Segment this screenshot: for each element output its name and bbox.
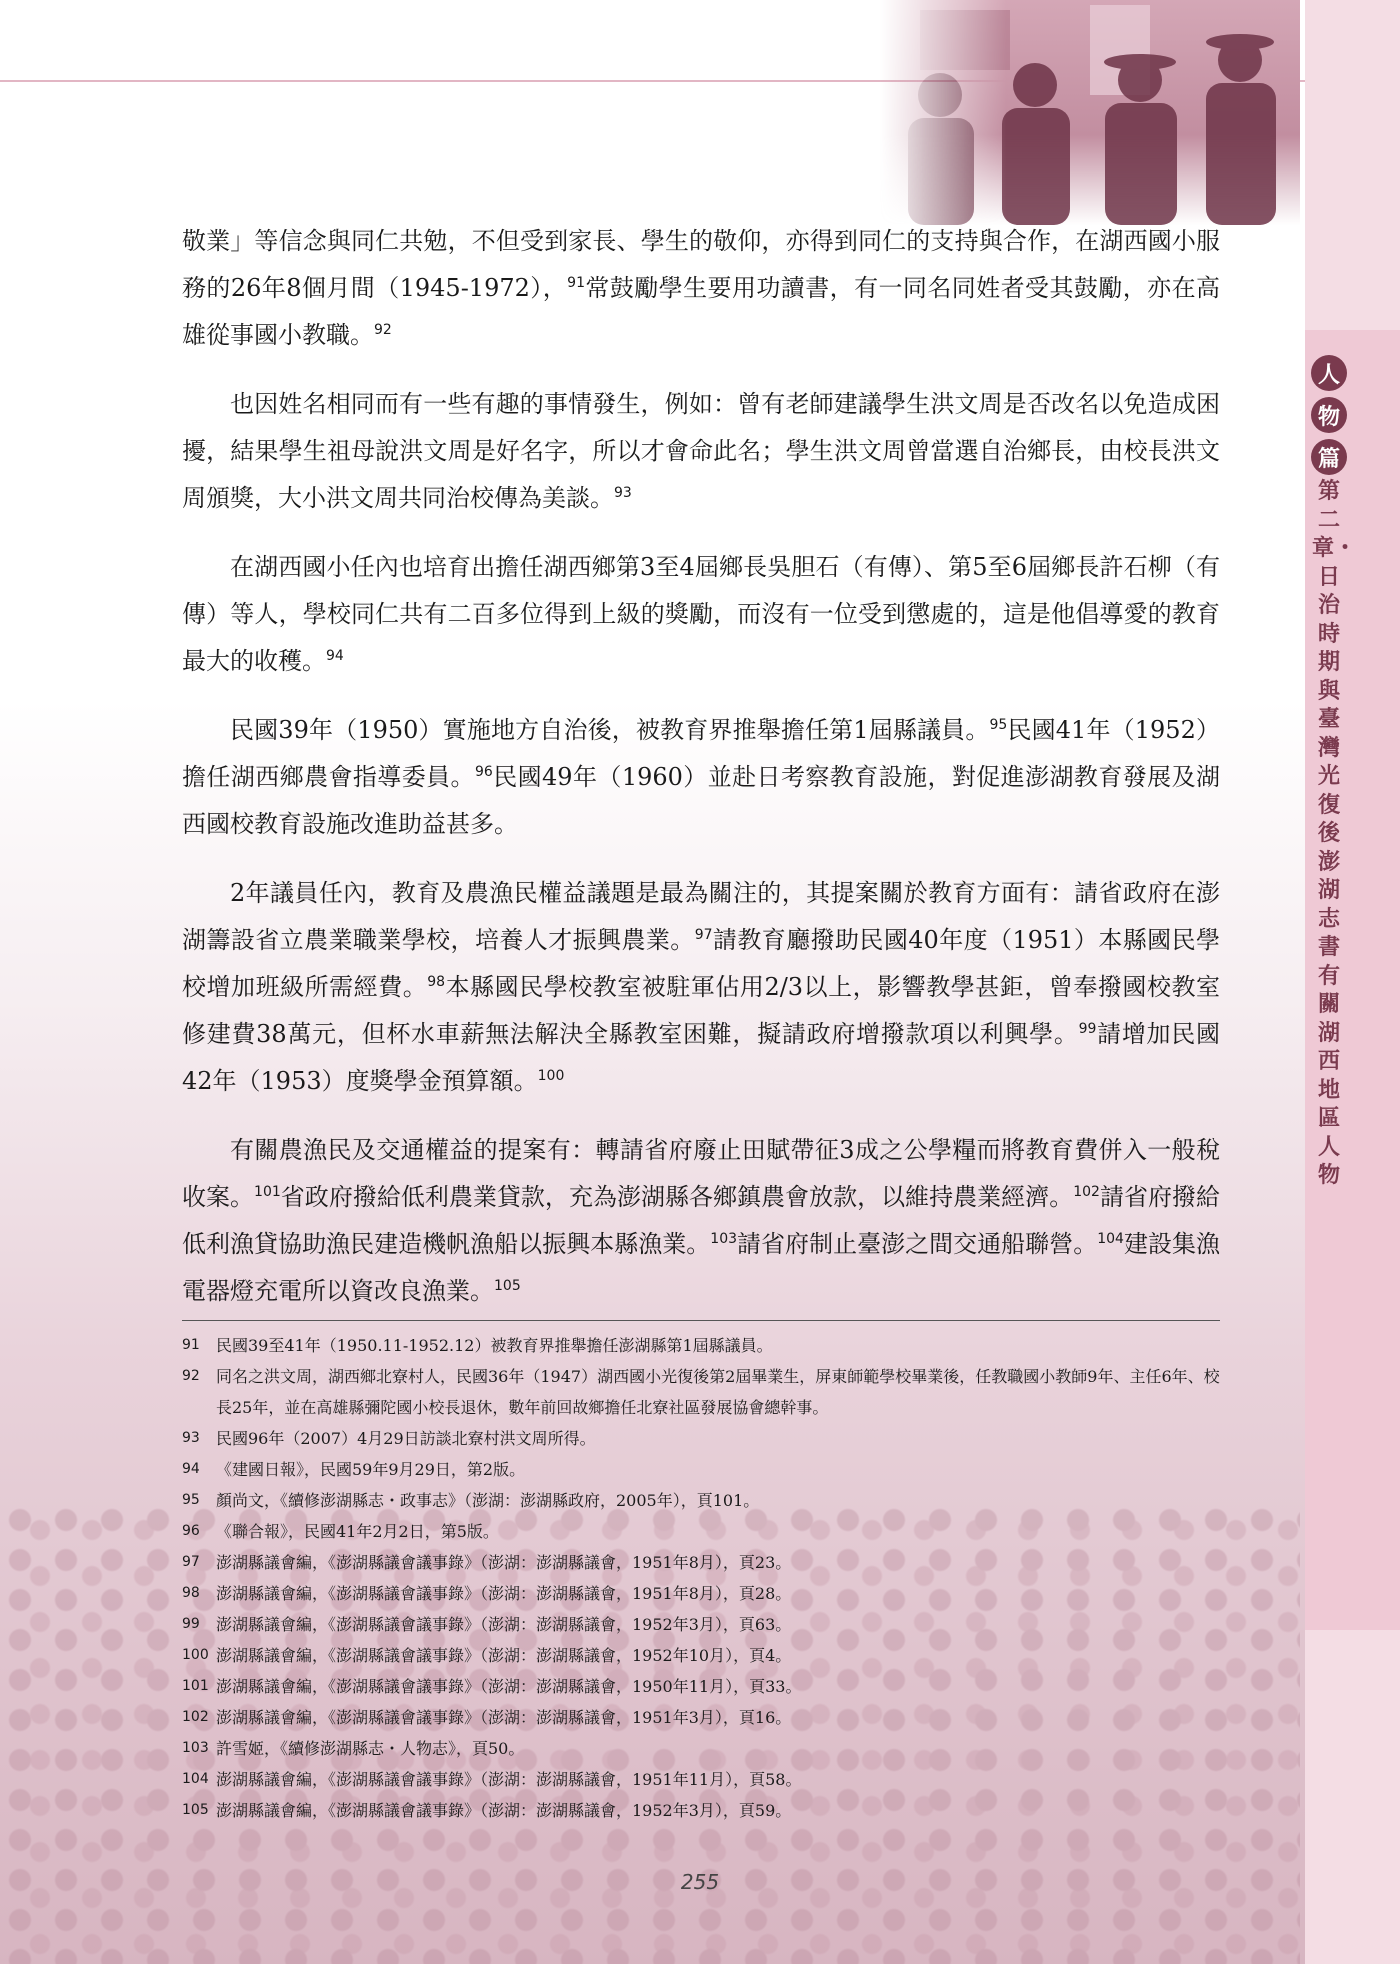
footnote-ref[interactable]: 94 <box>326 648 344 664</box>
footnote: 103 許雪姬，《續修澎湖縣志・人物志》，頁50。 <box>182 1739 525 1758</box>
footnote-ref[interactable]: 104 <box>1097 1231 1124 1247</box>
footnote-ref[interactable]: 101 <box>254 1184 281 1200</box>
chapter-title-vertical: 第二章・日治時期與臺灣光復後澎湖志書有關湖西地區人物 <box>1312 479 1357 1188</box>
footnote-ref[interactable]: 92 <box>374 322 392 338</box>
footnote-ref[interactable]: 105 <box>494 1278 521 1294</box>
footnote: 104 澎湖縣議會編，《澎湖縣議會議事錄》（澎湖：澎湖縣議會，1951年11月），頁58。 <box>182 1770 802 1789</box>
paragraph: 2年議員任內，教育及農漁民權益議題是最為關注的，其提案關於教育方面有：請省政府在澎湖籌設省立農業職業學校，培養人才振興農業。$^{97}$請教育廳撥助民國40年度（1951）本縣國民學校增加班級所需經費。$^{98}$本縣國民學校教室被駐軍佔用2/3以上，影響教學甚鉅，曾奉撥國校教室修建費38萬元，但杯水車薪無法解決全縣教室困難，擬請政府增撥款項以利興學。$^{99}$請增加民國42年（1953）度獎學金預算額。$^{100}$ <box>182 879 1221 1095</box>
paragraph: 敬業」等信念與同仁共勉，不但受到家長、學生的敬仰，亦得到同仁的支持與合作，在湖西國小服務的26年8個月間（1945-1972），$^{91}$常鼓勵學生要用功讀書，有一同名同姓者受其鼓勵，亦在高雄從事國小教職。$^{92}$ <box>182 227 1220 349</box>
footnote: 91 民國39至41年（1950.11-1952.12）被教育界推舉擔任澎湖縣第1屆縣議員。 <box>182 1336 773 1355</box>
paragraph: 也因姓名相同而有一些有趣的事情發生，例如：曾有老師建議學生洪文周是否改名以免造成困擾，結果學生祖母說洪文周是好名字，所以才會命此名；學生洪文周曾當選自治鄉長，由校長洪文周頒獎，大小洪文周共同治校傳為美談。$^{93}$ <box>182 390 1220 512</box>
footnote: 93 民國96年（2007）4月29日訪談北寮村洪文周所得。 <box>182 1429 596 1448</box>
footnote-ref[interactable]: 98 <box>427 974 446 990</box>
footnote-ref[interactable]: 99 <box>1078 1021 1097 1037</box>
paragraph: 在湖西國小任內也培育出擔任湖西鄉第3至4屆鄉長吳胆石（有傳）、第5至6屆鄉長許石柳（有傳）等人，學校同仁共有二百多位得到上級的獎勵，而沒有一位受到懲處的，這是他倡導愛的教育最大的收穫。$^{94}$ <box>182 553 1220 675</box>
footnotes <box>182 1330 1220 1826</box>
section-badge <box>1310 355 1348 475</box>
footnote-ref[interactable]: 93 <box>614 485 632 501</box>
header-photo-elders <box>880 0 1300 225</box>
footnote: 100 澎湖縣議會編，《澎湖縣議會議事錄》（澎湖：澎湖縣議會，1952年10月），頁4。 <box>182 1646 792 1665</box>
footnote-ref[interactable]: 97 <box>694 927 713 943</box>
footnote: 94 《建國日報》，民國59年9月29日，第2版。 <box>182 1460 526 1479</box>
page-number: 255 <box>680 1870 720 1894</box>
footnote-divider <box>182 1320 1220 1321</box>
badge-char: 篇 <box>1311 439 1347 475</box>
footnote: 96 《聯合報》，民國41年2月2日，第5版。 <box>182 1522 499 1541</box>
badge-char: 物 <box>1311 397 1347 433</box>
footnote-ref[interactable]: 103 <box>710 1231 738 1247</box>
footnote-ref[interactable]: 95 <box>989 717 1008 733</box>
paragraph: 民國39年（1950）實施地方自治後，被教育界推舉擔任第1屆縣議員。$^{95}$民國41年（1952）擔任湖西鄉農會指導委員。$^{96}$民國49年（1960）並赴日考察教育設施，對促進澎湖教育發展及湖西國校教育設施改進助益甚多。 <box>182 716 1220 838</box>
body-text <box>182 218 1220 1337</box>
footnote: 101 澎湖縣議會編，《澎湖縣議會議事錄》（澎湖：澎湖縣議會，1950年11月），頁33。 <box>182 1677 802 1696</box>
footnote: 92 同名之洪文周，湖西鄉北寮村人，民國36年（1947）湖西國小光復後第2屆畢業生，屏東師範學校畢業後，任教職國小教師9年、主任6年、校長25年，並在高雄縣彌陀國小校長退休，數年前回故鄉擔任北寮社區發展協會總幹事。 <box>182 1367 1220 1417</box>
badge-char: 人 <box>1311 355 1347 391</box>
footnote: 97 澎湖縣議會編，《澎湖縣議會議事錄》（澎湖：澎湖縣議會，1951年8月），頁23。 <box>182 1553 792 1572</box>
footnote: 95 顏尚文，《續修澎湖縣志・政事志》（澎湖：澎湖縣政府，2005年），頁101。 <box>182 1491 760 1510</box>
paragraph: 有關農漁民及交通權益的提案有：轉請省府廢止田賦帶征3成之公學糧而將教育費併入一般稅收案。$^{101}$省政府撥給低利農業貸款，充為澎湖縣各鄉鎮農會放款，以維持農業經濟。$^{102}$請省府撥給低利漁貸協助漁民建造機帆漁船以振興本縣漁業。$^{103}$請省府制止臺澎之間交通船聯營。$^{104}$建設集漁電器燈充電所以資改良漁業。$^{105}$ <box>182 1136 1221 1305</box>
footnote: 98 澎湖縣議會編，《澎湖縣議會議事錄》（澎湖：澎湖縣議會，1951年8月），頁28。 <box>182 1584 792 1603</box>
footnote: 105 澎湖縣議會編，《澎湖縣議會議事錄》（澎湖：澎湖縣議會，1952年3月），頁59。 <box>182 1801 792 1820</box>
footnote-ref[interactable]: 91 <box>567 275 585 291</box>
footnote: 102 澎湖縣議會編，《澎湖縣議會議事錄》（澎湖：澎湖縣議會，1951年3月），頁16。 <box>182 1708 792 1727</box>
footnote-ref[interactable]: 102 <box>1073 1184 1100 1200</box>
footnote-ref[interactable]: 100 <box>537 1068 565 1084</box>
footnote: 99 澎湖縣議會編，《澎湖縣議會議事錄》（澎湖：澎湖縣議會，1952年3月），頁63。 <box>182 1615 792 1634</box>
footnote-ref[interactable]: 96 <box>474 764 493 780</box>
